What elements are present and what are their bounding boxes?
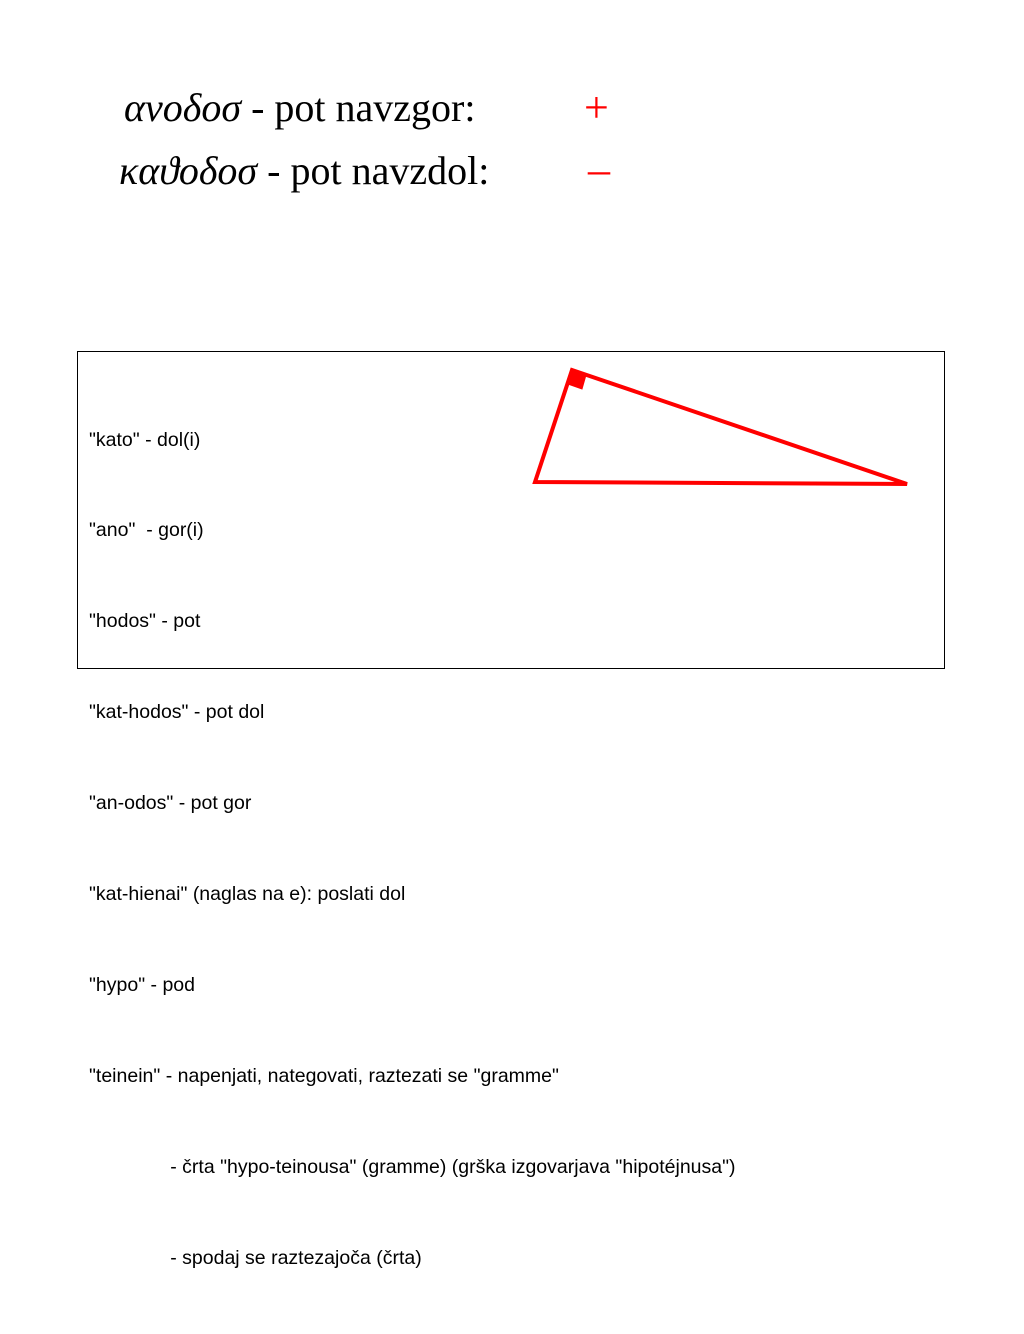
definition-line: "ano" - gor(i)	[89, 519, 204, 542]
definition-line: "kat-hienai" (naglas na e): poslati dol	[89, 883, 406, 906]
heading-line-kathodos	[119, 148, 490, 193]
heading-line-anodos	[124, 85, 476, 130]
definition-line: "kato" - dol(i)	[89, 428, 201, 451]
heading-text-up: - pot navzgor:	[241, 85, 476, 130]
definitions-box	[77, 351, 945, 1269]
definitions-list	[89, 364, 736, 1334]
greek-word-anodos: ανοδοσ	[124, 85, 242, 130]
definition-line: "kat-hodos" - pot dol	[89, 701, 265, 724]
definition-line: "hodos" - pot	[89, 610, 201, 633]
definition-line: "an-odos" - pot gor	[89, 792, 252, 815]
definition-line: - spodaj se raztezajoča (črta)	[89, 1246, 422, 1269]
definition-line: "teinein" - napenjati, nategovati, raztezati se "gramme"	[89, 1064, 559, 1087]
greek-word-kathodos: καϑοδοσ	[119, 148, 258, 193]
heading-text-down: - pot navzdol:	[257, 148, 490, 193]
definition-line: "hypo" - pod	[89, 973, 195, 996]
definition-line: - črta "hypo-teinousa" (gramme) (grška izgovarjava "hipotéjnusa")	[89, 1155, 736, 1178]
minus-sign: –	[588, 145, 610, 194]
plus-sign: +	[584, 83, 609, 132]
